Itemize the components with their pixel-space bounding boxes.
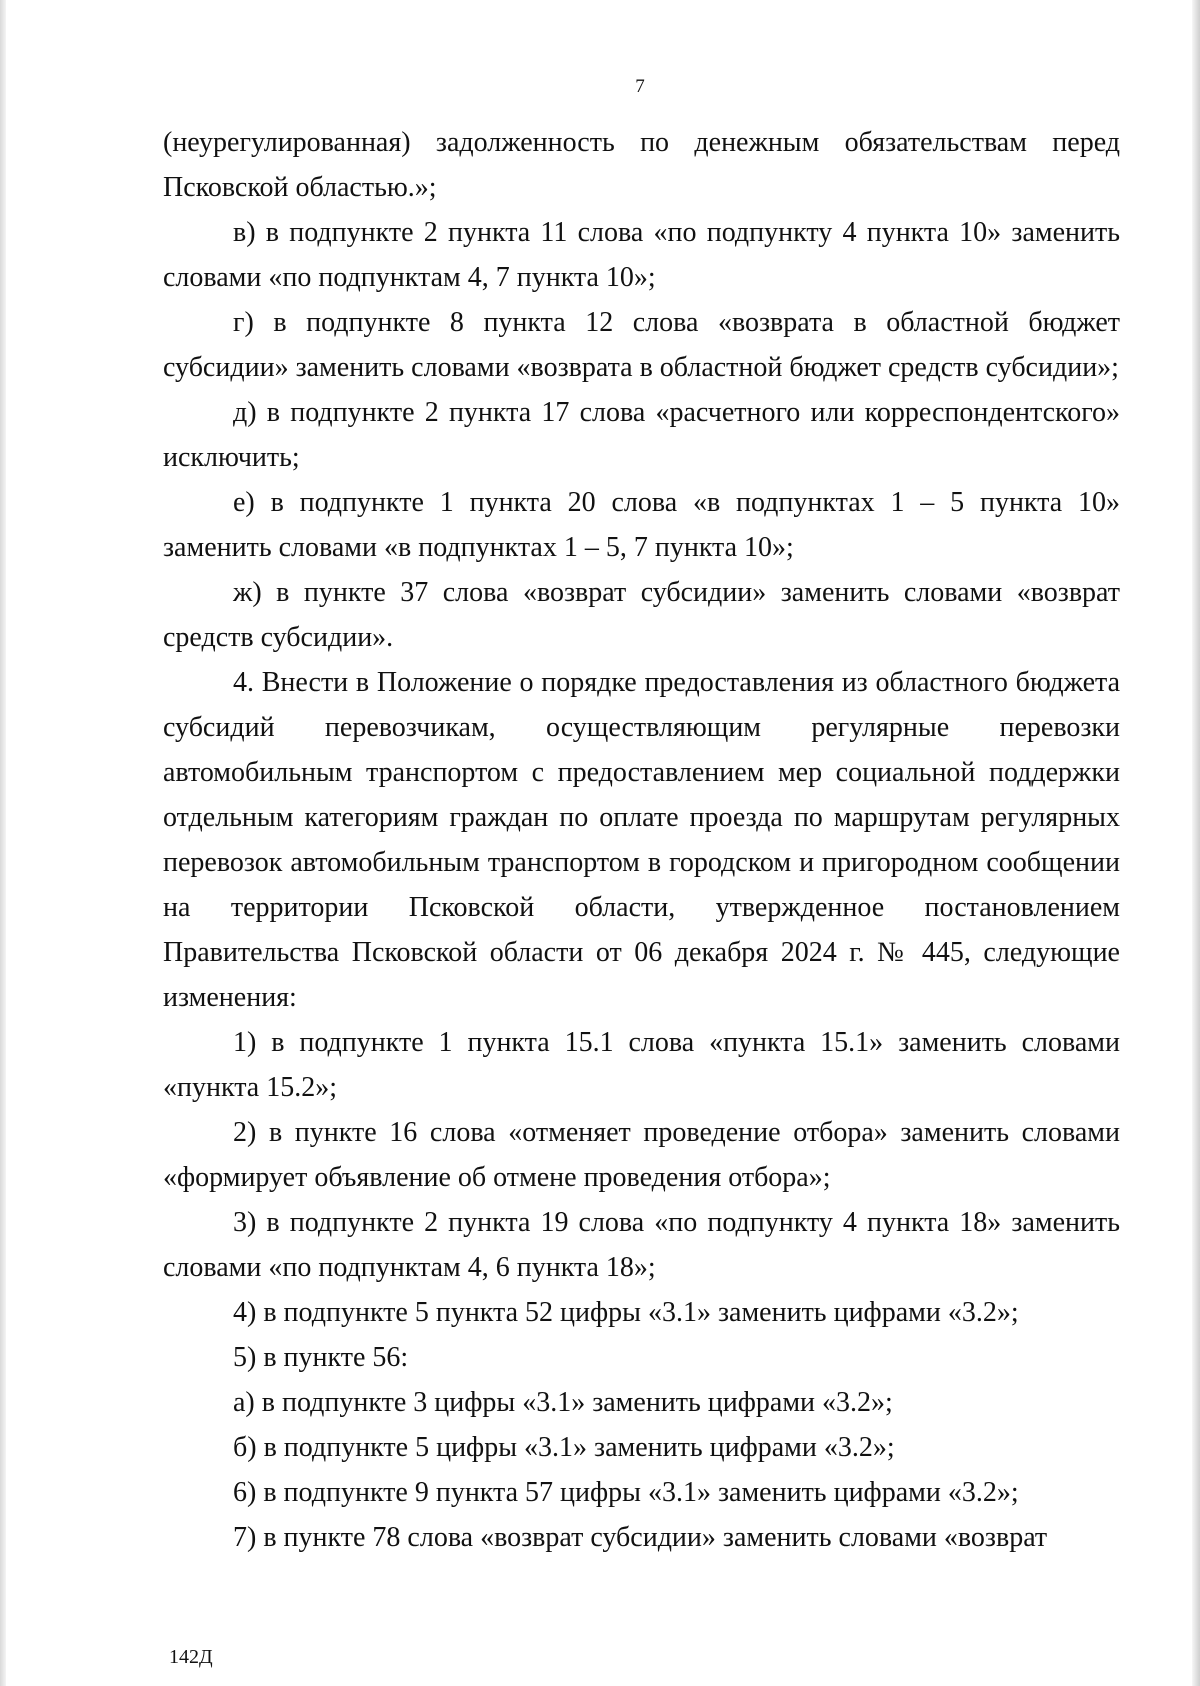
document-body [163, 120, 1120, 1560]
paragraph-e: е) в подпункте 1 пункта 20 слова «в подпунктах 1 – 5 пункта 10» заменить словами «в подпунктах 1 – 5, 7 пункта 10»; [163, 487, 1120, 563]
paragraph-g: г) в подпункте 8 пункта 12 слова «возврата в областной бюджет субсидии» заменить словами «возврата в областной бюджет средств субсидии»; [163, 307, 1120, 383]
page-number: 7 [635, 76, 645, 97]
paragraph-sub-5b: б) в подпункте 5 цифры «3.1» заменить цифрами «3.2»; [233, 1432, 895, 1463]
scan-edge-left [0, 0, 6, 1686]
paragraph-zh: ж) в пункте 37 слова «возврат субсидии» заменить словами «возврат средств субсидии». [163, 577, 1120, 653]
paragraph-sub-7: 7) в пункте 78 слова «возврат субсидии» заменить словами «возврат [233, 1522, 1048, 1553]
paragraph-sub-5: 5) в пункте 56: [233, 1342, 409, 1373]
paragraph-sub-4: 4) в подпункте 5 пункта 52 цифры «3.1» заменить цифрами «3.2»; [233, 1297, 1019, 1328]
paragraph-sub-6: 6) в подпункте 9 пункта 57 цифры «3.1» заменить цифрами «3.2»; [233, 1477, 1019, 1508]
paragraph-sub-1: 1) в подпункте 1 пункта 15.1 слова «пункта 15.1» заменить словами «пункта 15.2»; [163, 1027, 1120, 1103]
paragraph-item-4: 4. Внести в Положение о порядке предоставления из областного бюджета субсидий перевозчикам, осуществляющим регулярные перевозки автомобильным транспортом с предоставлением мер социальной поддержки отдельным категориям граждан по оплате проезда по маршрутам регулярных перевозок автомобильным транспортом в городском и пригородном сообщении на территории Псковской области, утвержденное постановлением Правительства Псковской области от 06 декабря 2024 г. № 445, следующие изменения: [163, 667, 1120, 1013]
footer-document-code: 142Д [169, 1646, 213, 1668]
paragraph-sub-2: 2) в пункте 16 слова «отменяет проведение отбора» заменить словами «формирует объявление об отмене проведения отбора»; [163, 1117, 1120, 1193]
paragraph-sub-3: 3) в подпункте 2 пункта 19 слова «по подпункту 4 пункта 18» заменить словами «по подпунктам 4, 6 пункта 18»; [163, 1207, 1120, 1283]
paragraph-sub-5a: а) в подпункте 3 цифры «3.1» заменить цифрами «3.2»; [233, 1387, 893, 1418]
paragraph-v: в) в подпункте 2 пункта 11 слова «по подпункту 4 пункта 10» заменить словами «по подпунктам 4, 7 пункта 10»; [163, 217, 1120, 293]
paragraph-d: д) в подпункте 2 пункта 17 слова «расчетного или корреспондентского» исключить; [163, 397, 1120, 473]
scan-edge-right [1192, 0, 1200, 1686]
paragraph-continuation: (неурегулированная) задолженность по денежным обязательствам перед Псковской областью.»; [163, 127, 1120, 203]
